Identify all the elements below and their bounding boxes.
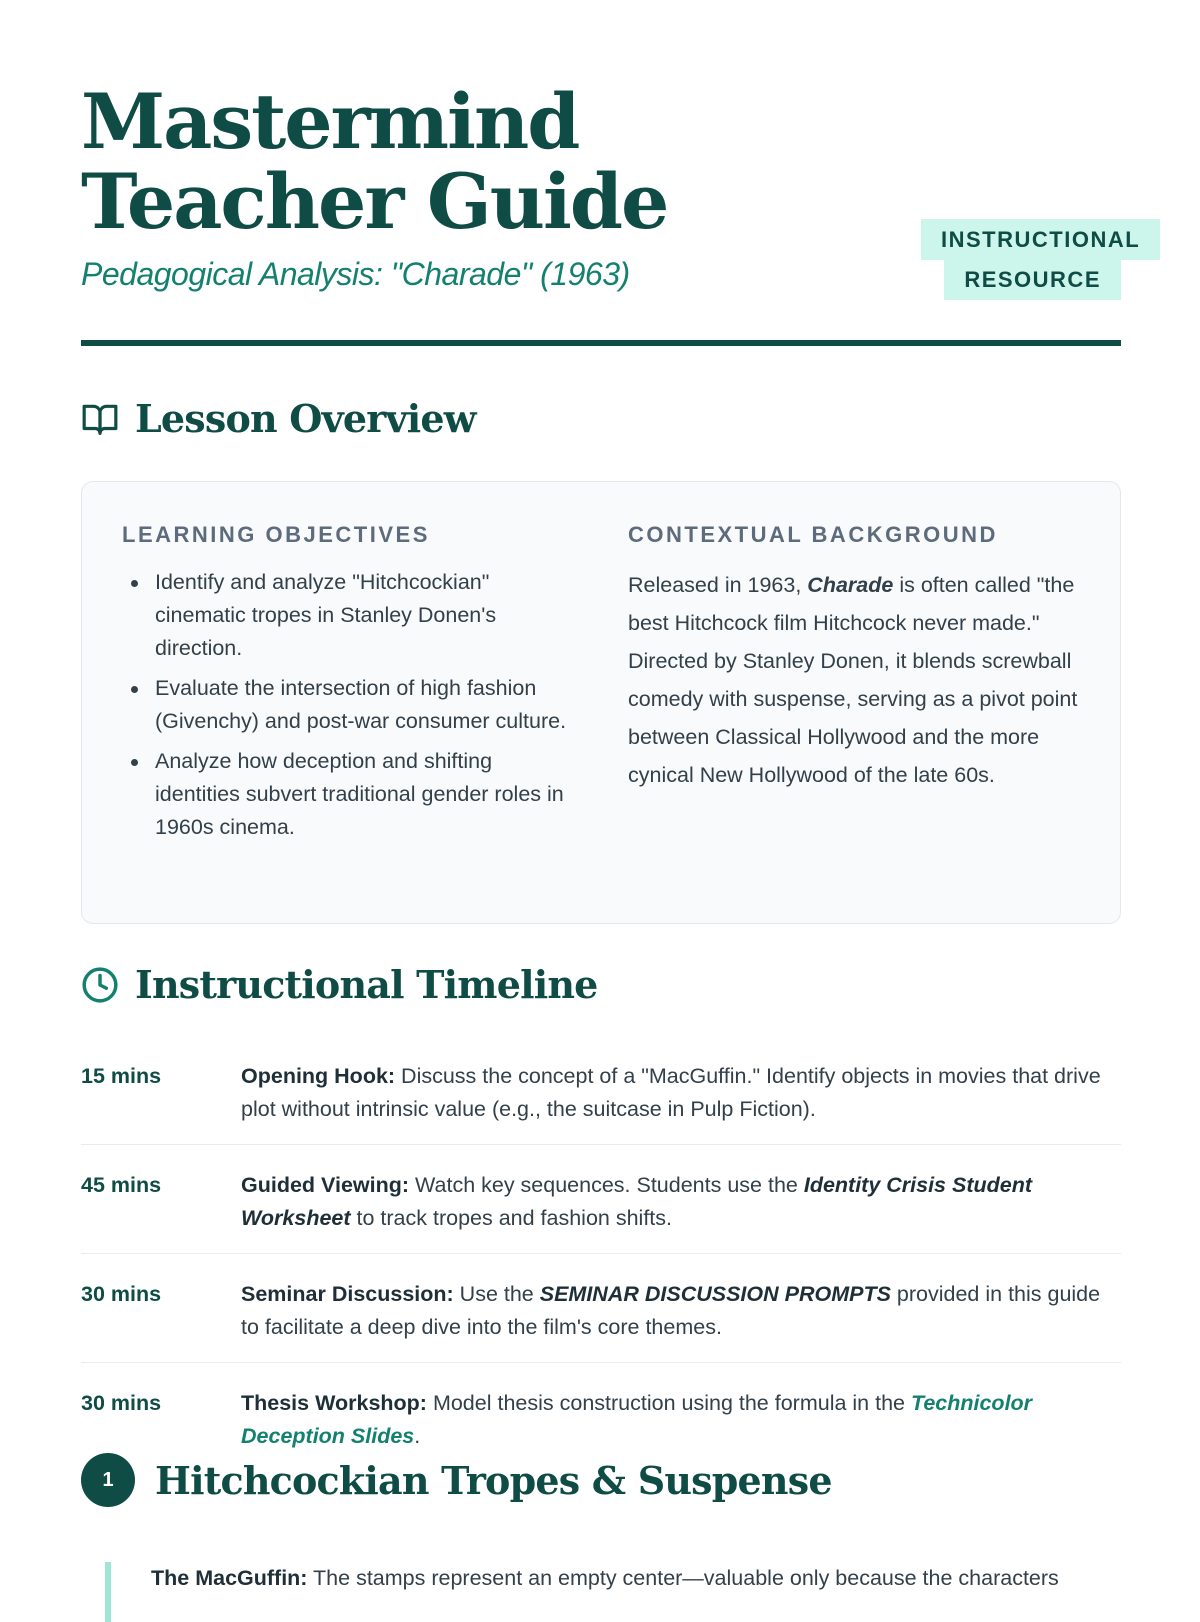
title-line-1: Mastermind (81, 77, 579, 166)
timeline-text: Model thesis construction using the formula in the (426, 1391, 911, 1415)
timeline-text: Watch key sequences. Students use the (409, 1173, 804, 1197)
worksheet-reference: Identity Crisis Student Worksheet (241, 1173, 1033, 1230)
timeline-label: Guided Viewing: (241, 1173, 410, 1197)
timeline-duration: 45 mins (81, 1173, 162, 1197)
timeline-description (241, 1169, 1121, 1235)
timeline-text: to track tropes and fashion shifts. (350, 1206, 673, 1230)
lesson-overview-heading: Lesson Overview (135, 396, 476, 441)
timeline-label: Seminar Discussion: (241, 1282, 454, 1306)
timeline-text: . (414, 1424, 421, 1448)
page-title (81, 77, 668, 246)
slides-link[interactable]: Technicolor Deception Slides (241, 1391, 1033, 1448)
page-subtitle: Pedagogical Analysis: "Charade" (1963) (81, 256, 630, 292)
table-row (81, 1050, 1121, 1145)
timeline-description (241, 1278, 1121, 1344)
header-divider (81, 340, 1121, 346)
timeline-heading: Instructional Timeline (135, 962, 598, 1007)
objectives-list (122, 566, 572, 844)
background-pre: Released in 1963, (628, 573, 808, 597)
learning-objectives (122, 522, 572, 851)
table-row (81, 1268, 1121, 1363)
prompts-reference: SEMINAR DISCUSSION PROMPTS (539, 1282, 891, 1306)
lesson-overview-header (81, 396, 476, 441)
timeline-duration: 15 mins (81, 1064, 162, 1088)
background-post: is often called "the best Hitchcock film Hitchcock never made." Directed by Stanley Donen, it blends screwball comedy with suspense, serving as a pivot point between Classical Hollywood and the more cynical New Hollywood of the late 60s. (628, 573, 1078, 787)
list-item: Identify and analyze "Hitchcockian" cinematic tropes in Stanley Donen's direction. (122, 566, 572, 665)
timeline-description (241, 1060, 1121, 1126)
overview-card (81, 481, 1121, 924)
timeline-label: Opening Hook: (241, 1064, 396, 1088)
objectives-heading: LEARNING OBJECTIVES (122, 522, 430, 547)
section-1-heading: Hitchcockian Tropes & Suspense (155, 1457, 832, 1503)
background-text (628, 566, 1078, 794)
book-open-icon (81, 400, 119, 438)
section-number-badge: 1 (81, 1453, 135, 1507)
timeline-header (81, 962, 598, 1007)
timeline-label: Thesis Workshop: (241, 1391, 427, 1415)
resource-badge (921, 220, 1141, 300)
background-heading: CONTEXTUAL BACKGROUND (628, 522, 998, 547)
timeline-text: Use the (453, 1282, 540, 1306)
badge-text (921, 219, 1160, 300)
timeline-table (81, 1050, 1121, 1485)
contextual-background (628, 522, 1078, 794)
timeline-duration: 30 mins (81, 1391, 162, 1415)
timeline-duration: 30 mins (81, 1282, 162, 1306)
timeline-text: provided in this guide to facilitate a deep dive into the film's core themes. (241, 1282, 1101, 1339)
timeline-text: Discuss the concept of a "MacGuffin." Identify objects in movies that drive plot without intrinsic value (e.g., the suitcase in Pulp Fiction). (241, 1064, 1101, 1121)
list-item: Analyze how deception and shifting identities subvert traditional gender roles in 1960s cinema. (122, 745, 572, 844)
table-row (81, 1159, 1121, 1254)
title-line-2: Teacher Guide (81, 157, 668, 246)
timeline-description (241, 1387, 1121, 1453)
clock-icon (81, 966, 119, 1004)
list-item: Evaluate the intersection of high fashion (Givenchy) and post-war consumer culture. (122, 672, 572, 738)
badge-line-2: RESOURCE (964, 267, 1101, 292)
trope-callout (105, 1562, 1131, 1622)
section-1-header (81, 1453, 832, 1507)
badge-line-1: INSTRUCTIONAL (941, 227, 1141, 252)
film-title: Charade (807, 573, 894, 597)
trope-text: The stamps represent an empty center—valuable only because the characters (307, 1566, 1059, 1590)
trope-label: The MacGuffin: (151, 1566, 308, 1590)
